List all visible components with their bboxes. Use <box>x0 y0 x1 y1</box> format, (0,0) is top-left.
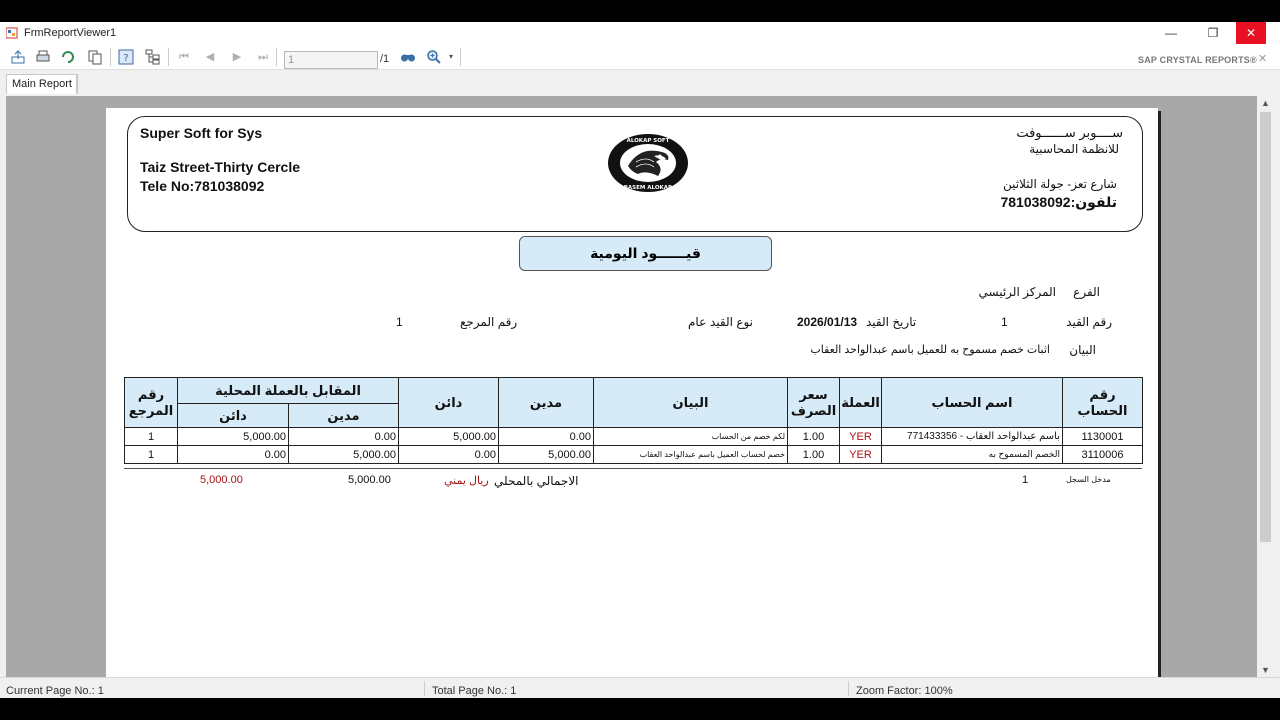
cell-local-credit: 5,000.00 <box>178 428 289 446</box>
entered-by-value: 1 <box>1022 474 1029 486</box>
zoom-status: Zoom Factor: 100% <box>856 685 953 697</box>
company-logo <box>606 132 690 194</box>
company-phone-en: Tele No:781038092 <box>140 178 265 194</box>
close-view-icon[interactable]: ✕ <box>1258 53 1268 65</box>
page-number-input[interactable]: 1 <box>284 51 378 69</box>
prev-page-icon[interactable]: ◀ <box>205 51 215 63</box>
scroll-up-icon[interactable]: ▲ <box>1261 98 1270 108</box>
entry-type-label: نوع القيد <box>710 315 754 329</box>
last-page-icon[interactable]: ⏭ <box>258 51 268 63</box>
cell-rate: 1.00 <box>788 428 840 446</box>
cell-currency: YER <box>840 446 882 464</box>
cell-debit: 0.00 <box>499 428 594 446</box>
next-page-icon[interactable]: ▶ <box>232 51 242 63</box>
find-icon[interactable] <box>400 49 416 65</box>
zoom-icon[interactable] <box>426 49 442 65</box>
scroll-down-icon[interactable]: ▼ <box>1261 665 1270 675</box>
cell-account-name: باسم عبدالواحد العقاب - 771433356 <box>882 428 1063 446</box>
debit-total: 5,000.00 <box>348 474 391 486</box>
page-total-label: /1 <box>380 53 390 65</box>
app-icon <box>6 27 18 39</box>
cell-statement: خصم لحساب العميل باسم عبدالواحد العقاب <box>594 446 788 464</box>
totals-divider <box>124 468 1142 469</box>
cell-credit: 0.00 <box>399 446 499 464</box>
company-name-en: Super Soft for Sys <box>140 125 263 141</box>
total-label: الاجمالي بالمحلي <box>494 474 579 488</box>
cell-local-debit: 0.00 <box>289 428 399 446</box>
col-local-equiv: المقابل بالعملة المحلية <box>178 378 399 404</box>
current-page-status: Current Page No.: 1 <box>6 685 104 697</box>
branch-value: المركز الرئيسي <box>978 285 1056 299</box>
entered-by-label: مدخل السجل <box>1066 475 1111 484</box>
help-icon[interactable] <box>118 49 134 65</box>
cell-local-credit: 0.00 <box>178 446 289 464</box>
zoom-dropdown-icon[interactable]: ▾ <box>448 52 453 61</box>
minimize-button[interactable]: — <box>1165 26 1177 40</box>
tab-strip <box>0 71 1280 96</box>
scroll-thumb[interactable] <box>1260 112 1271 542</box>
export-icon[interactable] <box>10 49 26 65</box>
logo-text-top: ALOKAP SOFT <box>626 138 670 144</box>
statement-label: البيان <box>1069 343 1096 357</box>
refresh-icon[interactable] <box>60 49 76 65</box>
entry-no-label: رقم القيد <box>1066 315 1112 329</box>
svg-text:?: ? <box>123 53 129 64</box>
total-page-status: Total Page No.: 1 <box>432 685 517 697</box>
company-address-ar: شارع تعز- جولة الثلاثين <box>1003 177 1117 191</box>
report-page <box>106 108 1158 677</box>
currency-name: ريال يمني <box>444 475 489 487</box>
cell-account-no: 3110006 <box>1063 446 1143 464</box>
sap-brand-label: SAP CRYSTAL REPORTS® <box>1138 55 1257 65</box>
col-account-no: رقم الحساب <box>1063 378 1143 428</box>
report-viewer-window <box>0 22 1280 698</box>
ref-no-label: رقم المرجع <box>460 315 518 329</box>
report-viewport[interactable] <box>6 96 1274 677</box>
maximize-button[interactable]: ❐ <box>1207 26 1219 40</box>
entry-date-value: 2026/01/13 <box>797 315 858 329</box>
journal-table <box>124 377 1143 464</box>
col-rate: سعر الصرف <box>788 378 840 428</box>
group-tree-icon[interactable] <box>145 49 161 65</box>
cell-account-no: 1130001 <box>1063 428 1143 446</box>
credit-total: 5,000.00 <box>200 474 243 486</box>
col-debit: مدين <box>499 378 594 428</box>
cell-local-debit: 5,000.00 <box>289 446 399 464</box>
cell-ref-no: 1 <box>125 428 178 446</box>
company-subtitle-ar: للانظمة المحاسبية <box>1029 142 1119 156</box>
cell-currency: YER <box>840 428 882 446</box>
cell-account-name: الخصم المسموح به <box>882 446 1063 464</box>
entry-date-label: تاريخ القيد <box>866 315 917 329</box>
status-bar <box>0 677 1280 698</box>
tab-main-report[interactable]: Main Report <box>6 74 78 94</box>
cell-credit: 5,000.00 <box>399 428 499 446</box>
copy-icon[interactable] <box>87 49 103 65</box>
table-row <box>125 428 1143 446</box>
close-button[interactable]: ✕ <box>1236 22 1266 44</box>
company-phone-ar: تلفون:781038092 <box>1000 194 1117 210</box>
toolbar <box>0 44 1280 70</box>
table-row <box>125 446 1143 464</box>
col-ref-no: رقم المرجع <box>125 378 178 428</box>
company-address-en: Taiz Street-Thirty Cercle <box>140 159 301 175</box>
company-name-ar: ســــوبر ســــــوفت <box>1016 125 1123 140</box>
col-local-credit: دائن <box>178 404 289 428</box>
col-currency: العملة <box>840 378 882 428</box>
col-credit: دائن <box>399 378 499 428</box>
first-page-icon[interactable]: ⏮ <box>179 51 189 63</box>
document-title: قيــــــود اليومية <box>519 236 772 271</box>
cell-ref-no: 1 <box>125 446 178 464</box>
logo-text-bottom: BASEM ALOKAB <box>623 185 673 191</box>
title-bar <box>0 22 1280 44</box>
cell-debit: 5,000.00 <box>499 446 594 464</box>
window-title: FrmReportViewer1 <box>24 27 117 39</box>
cell-statement: لكم خصم من الحساب <box>594 428 788 446</box>
cell-rate: 1.00 <box>788 446 840 464</box>
print-icon[interactable] <box>35 49 51 65</box>
entry-no-value: 1 <box>1001 315 1008 329</box>
entry-type-value: عام <box>688 315 707 329</box>
branch-label: الفرع <box>1073 285 1100 299</box>
col-statement: البيان <box>594 378 788 428</box>
col-local-debit: مدين <box>289 404 399 428</box>
vertical-scrollbar[interactable] <box>1257 96 1274 677</box>
statement-value: اثبات خصم مسموح به للعميل باسم عبدالواحد العقاب <box>810 344 1050 356</box>
col-account-name: اسم الحساب <box>882 378 1063 428</box>
ref-no-value: 1 <box>396 315 403 329</box>
